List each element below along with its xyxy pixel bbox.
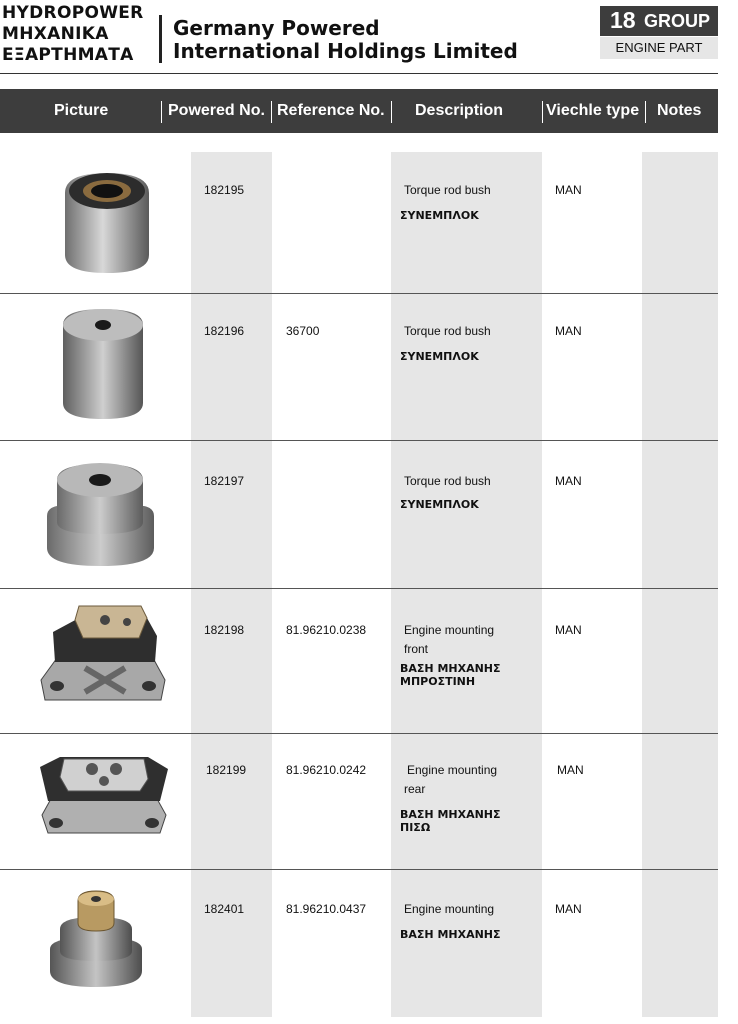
description-column-shade xyxy=(391,152,542,1017)
powered-no-column-shade xyxy=(191,152,272,1017)
description-cell-line-2: rear xyxy=(404,782,426,796)
description-cell: Torque rod bush xyxy=(404,324,491,338)
powered-no-cell: 182401 xyxy=(204,902,245,916)
description-cell: Engine mounting xyxy=(404,902,495,916)
column-header-notes: Notes xyxy=(657,102,702,119)
torque-rod-bush-image xyxy=(58,303,148,423)
row-divider xyxy=(0,588,718,589)
company-line-2: International Holdings Limited xyxy=(173,39,518,63)
description-cell: Torque rod bush xyxy=(404,183,491,197)
column-separator xyxy=(391,101,392,123)
description-greek-cell-line-2: ΜΠΡΟΣΤΙΝΗ xyxy=(400,675,476,688)
engine-mounting-image xyxy=(36,745,171,840)
row-divider xyxy=(0,869,718,870)
description-greek-cell: ΣΥΝΕΜΠΛΟΚ xyxy=(400,350,479,363)
description-greek-cell: ΣΥΝΕΜΠΛΟΚ xyxy=(400,209,479,222)
description-greek-cell: ΒΑΣΗ ΜΗΧΑΝΗΣ xyxy=(400,662,501,675)
brand-line-1: HYDROPOWER xyxy=(2,3,144,23)
brand-line-2: ΜΗΧΑΝΙΚΑ xyxy=(2,24,109,44)
reference-no-cell: 81.96210.0238 xyxy=(286,623,367,637)
torque-rod-bush-image xyxy=(55,165,160,277)
powered-no-cell: 182199 xyxy=(206,763,247,777)
company-name xyxy=(173,17,518,63)
description-cell-line-2: front xyxy=(404,642,429,656)
column-header-powered-no: Powered No. xyxy=(168,102,265,119)
group-label: GROUP xyxy=(644,11,711,31)
brand-line-3: ΕΞΑΡΤΗΜΑΤΑ xyxy=(2,45,134,65)
description-cell: Engine mounting xyxy=(407,763,498,777)
brand xyxy=(2,3,144,66)
title-rule xyxy=(0,73,718,74)
notes-column-shade xyxy=(642,152,718,1017)
group-badge xyxy=(600,6,718,36)
description-greek-cell: ΒΑΣΗ ΜΗΧΑΝΗΣ xyxy=(400,808,501,821)
vehicle-type-cell: MAN xyxy=(555,474,582,488)
column-header-vehicle-type: Viechle type xyxy=(546,102,640,119)
description-cell: Engine mounting xyxy=(404,623,495,637)
column-separator xyxy=(542,101,543,123)
group-subtitle: ENGINE PART xyxy=(600,37,718,59)
column-header-reference-no: Reference No. xyxy=(277,102,385,119)
reference-no-cell: 36700 xyxy=(286,324,320,338)
powered-no-cell: 182197 xyxy=(204,474,245,488)
vehicle-type-cell: MAN xyxy=(555,623,582,637)
vehicle-type-cell: MAN xyxy=(555,183,582,197)
row-divider xyxy=(0,293,718,294)
column-header-description: Description xyxy=(415,102,504,119)
description-cell: Torque rod bush xyxy=(404,474,491,488)
engine-mounting-image xyxy=(35,600,170,705)
powered-no-cell: 182196 xyxy=(204,324,245,338)
powered-no-cell: 182198 xyxy=(204,623,245,637)
vehicle-type-cell: MAN xyxy=(555,902,582,916)
vehicle-type-cell: MAN xyxy=(555,324,582,338)
row-divider xyxy=(0,733,718,734)
torque-rod-bush-image xyxy=(43,458,158,570)
row-divider xyxy=(0,440,718,441)
description-greek-cell: ΒΑΣΗ ΜΗΧΑΝΗΣ xyxy=(400,928,501,941)
description-greek-cell-line-2: ΠΙΣΩ xyxy=(400,821,431,834)
vehicle-type-cell: MAN xyxy=(557,763,584,777)
table-header xyxy=(0,89,718,133)
header-divider xyxy=(159,15,162,63)
column-separator xyxy=(161,101,162,123)
column-separator xyxy=(645,101,646,123)
engine-mounting-image xyxy=(46,887,146,992)
column-separator xyxy=(271,101,272,123)
company-line-1: Germany Powered xyxy=(173,16,380,40)
reference-no-cell: 81.96210.0437 xyxy=(286,902,367,916)
reference-no-cell: 81.96210.0242 xyxy=(286,763,367,777)
group-number: 18 xyxy=(610,7,636,33)
column-header-picture: Picture xyxy=(54,102,109,119)
powered-no-cell: 182195 xyxy=(204,183,245,197)
description-greek-cell: ΣΥΝΕΜΠΛΟΚ xyxy=(400,498,479,511)
